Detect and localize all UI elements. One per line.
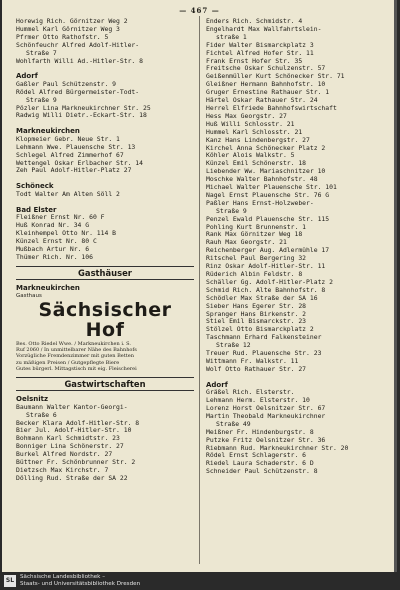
ad-text-line: Bes. Otto Riedel Wwe. / Markneukirchen i. S. [16,340,131,347]
listing-entry: Taschmann Erhard Falkensteiner [206,334,322,342]
listing-entry: Rauh Max Georgstr. 21 [206,239,287,247]
listing-entry: Künzel Ernst Nr. 80 C [16,237,97,245]
listing-entry: Penzel Ewald Plauensche Str. 115 [206,215,330,223]
section-heading: Schöneck [16,182,54,191]
listing-entry: Wittmann Fr. Walkstr. 11 [206,357,299,365]
listing-entry: Stölzel Otto Bismarckplatz 2 [206,326,314,334]
listing-entry: Bier Jul. Adolf-Hitler-Str. 10 [16,427,132,435]
listing-entry: Rank Max Görnitzer Weg 18 [206,231,303,239]
listing-entry: Nagel Ernst Plauensche Str. 76 G [206,191,330,199]
listing-entry: Schönfeuchr Alfred Adolf-Hitler- [16,41,140,49]
listing-entry: Sieber Hans Egerer Str. 28 [206,302,307,310]
spacer [16,65,194,70]
listing-entry: Riedel Laura Schaderstr. 6 D [206,460,314,468]
ad-text-line: Vorzügliche Fremdenzimmer mit guten Betten [16,353,134,360]
page-number: — 467 — [179,6,220,15]
listing-entry: Geißenmüller Kurt Schönecker Str. 71 [206,73,345,81]
listing-entry: Freitsche Oskar Schulzenstr. 57 [206,65,326,73]
listing-entry: Engelhardt Max Wallfahrtslein- [206,25,322,33]
listing-entry: Künzel Emil Schönerstr. 18 [206,160,307,168]
listing-entry: Zeh Paul Adolf-Hitler-Platz 27 [16,167,132,175]
ad-text-line: Ruf 2060 / In unmittelbarer Nähe des Bahnhofs [16,347,137,354]
category-banner: Gastwirtschaften [16,377,194,391]
listing-entry: Gaßler Paul Schützenstr. 9 [16,80,117,88]
listing-entry: Schäller Gg. Adolf-Hitler-Platz 2 [206,278,333,286]
ad-text-line: zu mäßigen Preisen / Gutgepflegte Biere [16,359,120,366]
listing-entry: Martin Theobald Markneukirchner [206,412,326,420]
listing-entry: Moschke Walter Bahnhofstr. 48 [206,176,318,184]
listing-entry: Reichenberger Aug. Adlermühle 17 [206,247,330,255]
listing-entry: Stiel Emil Bismarckstr. 23 [206,318,307,326]
listing-entry: Straße 7 [26,49,57,57]
listing-entry: Huß Konrad Nr. 34 G [16,221,90,229]
listing-entry: Gleißner Hermann Bahnhofstr. 10 [206,81,326,89]
listing-entry: Schlegel Alfred Zimmerhof 67 [16,151,124,159]
listing-entry: Schödler Max Straße der SA 16 [206,294,318,302]
listing-entry: Wettengel Oskar Erlbacher Str. 14 [16,159,143,167]
listing-entry: Baumann Walter Kantor-Georgi- [16,403,128,411]
right-column [206,18,389,476]
listing-entry: Paßler Hans Ernst-Holzweber- [206,199,314,207]
listing-entry: Mußbach Artur Nr. 6 [16,245,90,253]
listing-entry: straße 1 [216,33,247,41]
spacer [16,199,194,204]
listing-entry: Bonniger Lina Schönerstr. 27 [16,443,124,451]
directory-page [2,0,397,572]
listing-entry: Kleinhempel Otto Nr. 114 B [16,229,117,237]
listing-entry: Fider Walter Bismarckplatz 3 [206,41,314,49]
listing-entry: Huß Willi Schlosstr. 21 [206,120,295,128]
section-heading: Markneukirchen [16,284,80,293]
section-heading: Markneukirchen [16,127,80,136]
listing-entry: Ritschel Paul Bergering 32 [206,255,307,263]
listing-entry: Enders Rich. Schmidstr. 4 [206,18,303,25]
spacer [16,175,194,180]
listing-entry: Hummel Karl Schlosstr. 21 [206,128,303,136]
listing-entry: Schmid Rich. Alte Bahnhofstr. 8 [206,286,326,294]
listing-entry: Pözler Lina Markneukirchner Str. 25 [16,104,151,112]
listing-entry: Pohling Kurt Brunnenstr. 1 [206,223,307,231]
listing-entry: Kirchel Anna Schönecker Platz 2 [206,144,326,152]
listing-entry: Gruger Ernestine Rathauer Str. 1 [206,89,330,97]
column-divider [199,16,200,564]
listing-entry: Liebender Ww. Mariaschnitzer 10 [206,168,326,176]
listing-entry: Meißner Fr. Hindenburgstr. 8 [206,428,314,436]
listing-entry: Schneider Paul Schützenstr. 8 [206,468,318,476]
footer-line-1: Sächsische Landesbibliothek – [20,574,105,580]
listing-entry: Horewig Rich. Görnitzer Weg 2 [16,18,128,25]
listing-entry: Thümer Rich. Nr. 106 [16,253,93,261]
ad-type-label: Gasthaus [16,292,42,299]
listing-entry: Kanz Hans Lindenbergstr. 27 [206,136,310,144]
hotel-advertisement [16,293,194,372]
section-heading: Bad Elster [16,205,57,214]
listing-entry: Fleißner Ernst Nr. 60 F [16,214,105,222]
spacer [16,120,194,125]
ad-header [16,293,194,299]
listing-entry: Klopmeier Gebr. Neue Str. 1 [16,135,120,143]
listing-entry: Spranger Hans Birkenstr. 2 [206,310,307,318]
section-heading: Adorf [16,72,38,81]
listing-entry: Treuer Rud. Plauensche Str. 23 [206,350,322,358]
listing-entry: Dölling Rud. Straße der SA 22 [16,474,128,482]
library-logo-icon: SL [4,575,16,587]
listing-entry: Dietzsch Max Kirchstr. 7 [16,467,109,475]
listing-entry: Todt Walter Am Alten Söll 2 [16,190,120,198]
listing-entry: Straße 9 [26,96,57,104]
listing-entry: Rüderich Albin Feldstr. 8 [206,271,303,278]
listing-entry: Herrel Elfriede Bahnhofswirtschaft [206,104,337,112]
listing-entry: Rödel Ernst Schlagerstr. 6 [206,452,307,460]
listing-entry: Pfrmer Otto Rathofstr. 5 [16,33,109,41]
ad-hotel-name: Sächsischer Hof [38,298,172,341]
listing-entry: Lehmann Herm. Elsterstr. 10 [206,397,310,405]
listing-entry: Härtel Oskar Rathauer Str. 24 [206,97,318,105]
listing-entry: Lorenz Horst Oelsnitzer Str. 67 [206,405,326,412]
listing-entry: Straße 49 [216,420,251,428]
listing-entry: Frank Ernst Hofer Str. 35 [206,57,303,65]
scan-edge [394,0,397,572]
section-heading: Adorf [206,380,228,389]
listing-entry: Michael Walter Plauensche Str. 101 [206,184,337,192]
listing-entry: Straße 12 [216,342,251,350]
listing-entry: Gräßel Rich. Elsterstr. [206,389,295,397]
listing-entry: Becker Klara Adolf-Hitler-Str. 8 [16,419,140,427]
section-heading: Oelsnitz [16,395,49,404]
ad-text-line: Gutes bürgerl. Mittagstisch mit eig. Fleischerei [16,366,137,373]
listing-entry: Radwig Willi Dietr.-Eckart-Str. 18 [16,112,147,120]
listing-entry: Köhler Alois Walkstr. 5 [206,152,295,160]
footer-line-2: Staats- und Universitätsbibliothek Dresden [20,581,141,587]
listing-entry: Rödel Alfred Bürgermeister-Todt- [16,88,140,96]
spacer [206,374,389,379]
left-column [16,18,194,483]
listing-entry: Wohlfarth Willi Ad.-Hitler-Str. 8 [16,57,143,65]
listing-entry: Straße 6 [26,411,57,419]
listing-entry: Lehmann Wwe. Plauensche Str. 13 [16,143,136,151]
listing-entry: Riebmann Rud. Markneukirchner Str. 20 [206,444,349,452]
listing-entry: Burkel Alfred Nordstr. 27 [16,451,113,459]
listing-entry: Hummel Karl Görnitzer Weg 3 [16,25,120,33]
listing-entry: Straße 9 [216,207,247,215]
listing-entry: Wolf Otto Rathauer Str. 27 [206,365,307,373]
listing-entry: Bohmann Karl Schmidtstr. 23 [16,435,120,443]
listing-entry: Rinz Oskar Adolf-Hitler-Str. 11 [206,263,326,271]
listing-entry: Putzke Fritz Oelsnitzer Str. 36 [206,436,326,444]
library-footer [0,572,400,590]
category-banner: Gasthäuser [16,266,194,280]
listing-entry: Fichtel Alfred Hofer Str. 11 [206,49,314,57]
listing-entry: Büttner Fr. Schönbrunner Str. 2 [16,459,136,467]
listing-entry: Hess Max Georgstr. 27 [206,112,287,120]
